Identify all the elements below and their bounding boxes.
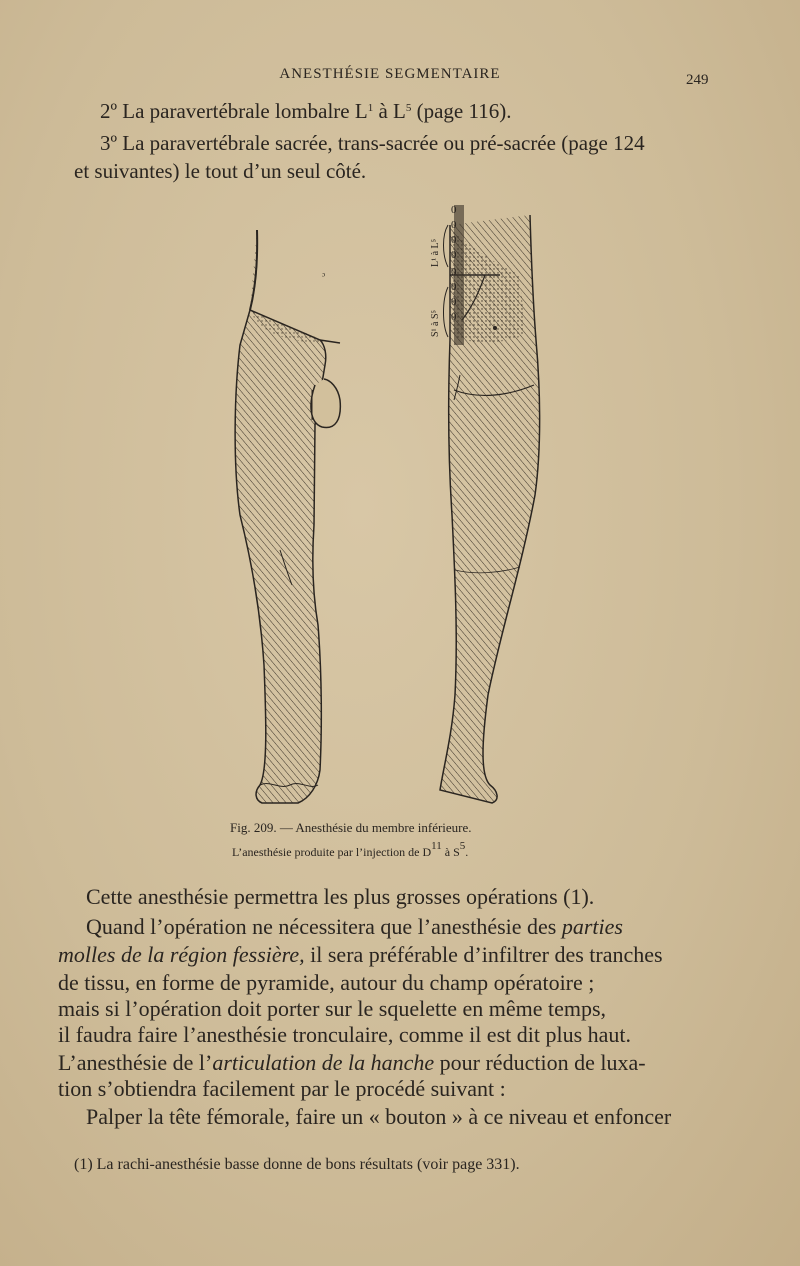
list-item-2: 2º La paravertébrale lombalre $L^1$ à $L^5$ (page 116). bbox=[100, 99, 512, 123]
paragraph-2-line-5: il faudra faire l’anesthésie tronculaire, comme il est dit plus haut. bbox=[58, 1022, 632, 1047]
svg-text:ᵓ: ᵓ bbox=[322, 269, 326, 283]
figure-caption-subtitle: L’anesthésie produite par l’injection de $D^{11}$ à $S^5$. bbox=[232, 840, 469, 859]
paragraph-2-line-2: molles de la région fessière, il sera préférable d’infiltrer des tranches bbox=[58, 942, 663, 967]
anatomical-figure bbox=[200, 195, 580, 815]
paragraph-3: Palper la tête fémorale, faire un « bouton » à ce niveau et enfoncer bbox=[86, 1104, 672, 1129]
segment-labels bbox=[430, 204, 457, 337]
svg-text:0: 0 bbox=[451, 311, 457, 323]
paragraph-2-line-7: tion s’obtiendra facilement par le procédé suivant : bbox=[58, 1076, 506, 1101]
paragraph-2-line-4: mais si l’opération doit porter sur le squelette en même temps, bbox=[58, 996, 607, 1021]
paragraph-1: Cette anesthésie permettra les plus grosses opérations (1). bbox=[86, 884, 595, 909]
svg-text:0: 0 bbox=[451, 266, 457, 278]
paragraph-2-line-3: de tissu, en forme de pyramide, autour du champ opératoire ; bbox=[58, 970, 595, 995]
svg-text:L¹ à L⁵: L¹ à L⁵ bbox=[430, 238, 441, 267]
running-head: ANESTHÉSIE SEGMENTAIRE bbox=[279, 66, 501, 82]
front-view-leg bbox=[235, 230, 340, 803]
svg-text:0: 0 bbox=[451, 204, 457, 216]
svg-text:0: 0 bbox=[451, 219, 457, 231]
list-item-3-line-2: et suivantes) le tout d’un seul côté. bbox=[74, 159, 367, 183]
list-item-3-line-1: 3º La paravertébrale sacrée, trans-sacrée ou pré-sacrée (page 124 bbox=[100, 131, 645, 155]
figure-caption: Fig. 209. — Anesthésie du membre inférieure. bbox=[230, 820, 472, 835]
footnote: (1) La rachi-anesthésie basse donne de bons résultats (voir page 331). bbox=[74, 1156, 520, 1173]
paragraph-2-line-1: Quand l’opération ne nécessitera que l’anesthésie des parties bbox=[86, 914, 623, 939]
back-view-leg bbox=[440, 205, 540, 803]
page-number: 249 bbox=[686, 72, 709, 88]
svg-text:0: 0 bbox=[451, 234, 457, 246]
svg-text:S¹ à S⁵: S¹ à S⁵ bbox=[430, 309, 441, 337]
svg-text:0: 0 bbox=[451, 281, 457, 293]
paragraph-2-line-6: L’anesthésie de l’articulation de la hanche pour réduction de luxa- bbox=[58, 1050, 646, 1075]
svg-text:0: 0 bbox=[451, 296, 457, 308]
svg-text:0: 0 bbox=[451, 249, 457, 261]
